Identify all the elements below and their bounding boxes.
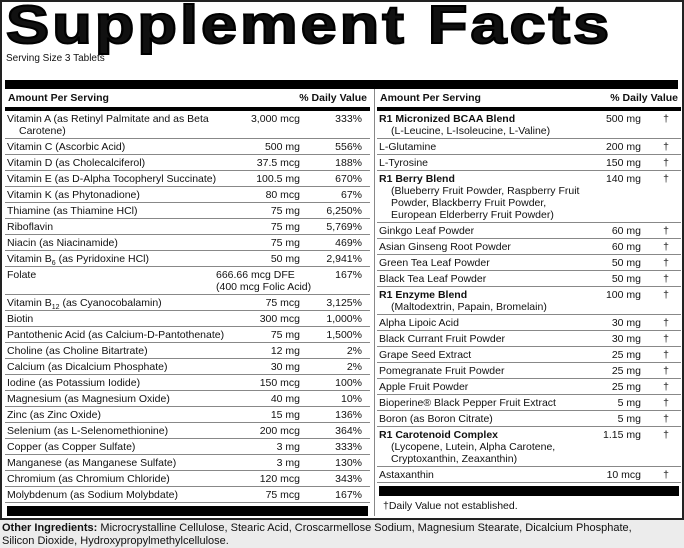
dagger-mark: † [663, 333, 669, 345]
table-row [377, 271, 681, 287]
table-row [377, 255, 681, 271]
table-row [377, 427, 681, 467]
table-row [5, 327, 370, 343]
ingredient-name [379, 349, 589, 361]
ingredient-name [379, 413, 589, 425]
daily-value: 3,125% [326, 297, 362, 309]
ingredient-name [379, 397, 589, 409]
nutrient-name [7, 473, 242, 485]
dagger-mark: † [663, 381, 669, 393]
ingredient-name-text: Bioperine® Black Pepper Fruit Extract [379, 397, 556, 409]
table-row [377, 171, 681, 223]
dv-header: % Daily Value [299, 92, 367, 104]
blend-contents: (Maltodextrin, Papain, Bromelain) [391, 301, 547, 313]
amount: 300 mcg [259, 313, 300, 325]
ingredient-name [379, 289, 589, 313]
amount-line1: 666.66 mcg DFE [216, 269, 295, 281]
table-row [377, 239, 681, 255]
dagger-mark: † [663, 241, 669, 253]
ingredient-name-text: L-Tyrosine [379, 157, 429, 169]
table-row [5, 391, 370, 407]
dagger-mark: † [663, 141, 669, 153]
amount: 50 mg [611, 257, 641, 269]
daily-value: 333% [335, 441, 362, 453]
daily-value: 67% [340, 189, 362, 201]
table-row [377, 395, 681, 411]
ingredient-name [379, 257, 589, 269]
ingredient-name [379, 317, 589, 329]
table-row [5, 111, 370, 139]
nutrient-name [7, 329, 242, 341]
dagger-mark: † [663, 157, 669, 169]
amount: 30 mg [611, 317, 641, 329]
ingredient-name-text: Asian Ginseng Root Powder [379, 241, 511, 253]
amount: 120 mcg [259, 473, 300, 485]
nutrient-name-text: Vitamin C (Ascorbic Acid) [7, 141, 126, 153]
amount: 30 mg [611, 333, 641, 345]
ingredient-name-text: Astaxanthin [379, 469, 434, 481]
ingredient-name [379, 225, 589, 237]
ingredient-name-text: Ginkgo Leaf Powder [379, 225, 475, 237]
ingredient-name-text: Pomegranate Fruit Powder [379, 365, 505, 377]
other-ingredients-line2: Silicon Dioxide, Hydroxypropylmethylcellulose. [2, 535, 229, 547]
subscript: 6 [51, 260, 56, 268]
nutrient-name [7, 157, 242, 169]
nutrient-name-text: Vitamin B [7, 297, 52, 309]
column-header [5, 89, 370, 111]
nutrient-name [7, 221, 242, 233]
amount: 75 mg [270, 237, 300, 249]
nutrient-name [7, 205, 242, 217]
nutrient-name-text: Vitamin D (as Cholecalciferol) [7, 157, 146, 169]
nutrient-name [7, 189, 242, 201]
nutrient-name-text: Selenium (as L-Selenomethionine) [7, 425, 169, 437]
other-ingredients-text: Microcrystalline Cellulose, Stearic Acid, Croscarmellose Sodium, Magnesium Stearate, Dicalcium Phosphate, [97, 522, 632, 534]
daily-value: 2% [346, 361, 362, 373]
ingredient-name [379, 365, 589, 377]
amount: 75 mg [270, 329, 300, 341]
amount: 80 mcg [265, 189, 300, 201]
daily-value: 5,769% [326, 221, 362, 233]
nutrient-name [7, 425, 242, 437]
divider-bar [379, 486, 679, 496]
ingredient-name-text: R1 Micronized BCAA Blend [379, 113, 516, 125]
daily-value: 1,500% [326, 329, 362, 341]
table-row [5, 471, 370, 487]
dagger-mark: † [663, 257, 669, 269]
table-row [5, 155, 370, 171]
amount: 75 mg [270, 205, 300, 217]
blend-contents: (Blueberry Fruit Powder, Raspberry Fruit Powder, Blackberry Fruit Powder, European Elderberry Fruit Powder) [391, 185, 580, 221]
nutrient-name-text: Iodine (as Potassium Iodide) [7, 377, 141, 389]
amount: 50 mg [270, 253, 300, 265]
amount-line2: (400 mcg Folic Acid) [216, 281, 312, 293]
ingredient-name-text: R1 Enzyme Blend [379, 289, 468, 301]
amount [216, 269, 326, 293]
amount: 40 mg [270, 393, 300, 405]
table-row [377, 139, 681, 155]
dagger-mark: † [663, 273, 669, 285]
ingredient-name [379, 173, 589, 221]
nutrient-name [7, 237, 242, 249]
table-row [5, 423, 370, 439]
nutrient-name-text: Copper (as Copper Sulfate) [7, 441, 136, 453]
nutrient-name-text: Riboflavin [7, 221, 54, 233]
nutrient-name-text: Molybdenum (as Sodium Molybdate) [7, 489, 178, 501]
daily-value: 333% [335, 113, 362, 125]
nutrient-name-text: Vitamin E (as D-Alpha Tocopheryl Succinate) [7, 173, 217, 185]
daily-value: 2% [346, 345, 362, 357]
table-row [5, 203, 370, 219]
nutrient-name [7, 141, 242, 153]
table-row [5, 171, 370, 187]
subscript: 12 [51, 304, 60, 312]
amount: 10 mcg [606, 469, 641, 481]
nutrient-name-text: Vitamin B [7, 253, 52, 265]
ingredient-name [379, 157, 589, 169]
ingredient-name [379, 333, 589, 345]
ingredient-name-text: Green Tea Leaf Powder [379, 257, 490, 269]
table-row [5, 139, 370, 155]
daily-value: 6,250% [326, 205, 362, 217]
column-header [377, 89, 681, 111]
amount: 5 mg [617, 397, 641, 409]
ingredient-name-text: Boron (as Boron Citrate) [379, 413, 493, 425]
amount: 75 mcg [265, 489, 300, 501]
amount: 200 mcg [259, 425, 300, 437]
table-row [377, 155, 681, 171]
dagger-mark: † [663, 113, 669, 125]
amount: 75 mg [270, 221, 300, 233]
ingredient-name [379, 381, 589, 393]
nutrient-name-text: Vitamin K (as Phytonadione) [7, 189, 140, 201]
amount: 3 mg [276, 441, 300, 453]
blend-contents: (L-Leucine, L-Isoleucine, L-Valine) [391, 125, 551, 137]
nutrient-name [7, 269, 216, 293]
footnote: †Daily Value not established. [383, 500, 518, 512]
nutrient-name-text: Magnesium (as Magnesium Oxide) [7, 393, 170, 405]
amount: 5 mg [617, 413, 641, 425]
other-ingredients [2, 522, 632, 548]
table-row [5, 343, 370, 359]
table-row [5, 219, 370, 235]
amount: 30 mg [270, 361, 300, 373]
daily-value: 364% [335, 425, 362, 437]
dagger-mark: † [663, 289, 669, 301]
amount: 200 mg [605, 141, 641, 153]
nutrient-name [7, 393, 242, 405]
table-row [377, 347, 681, 363]
daily-value: 1,000% [326, 313, 362, 325]
amount: 60 mg [611, 225, 641, 237]
nutrient-name-text: Niacin (as Niacinamide) [7, 237, 118, 249]
table-row [5, 439, 370, 455]
nutrient-name-continued: Carotene) [19, 125, 66, 137]
nutrient-name-rest: (as Cyanocobalamin) [59, 297, 162, 309]
nutrient-name [7, 173, 242, 185]
table-row [377, 411, 681, 427]
amount: 25 mg [611, 365, 641, 377]
nutrient-name [7, 377, 242, 389]
left-rows [5, 111, 370, 503]
blend-contents: (Lycopene, Lutein, Alpha Carotene, Cryptoxanthin, Zeaxanthin) [391, 441, 556, 465]
amount: 1.15 mg [603, 429, 641, 441]
left-column [5, 89, 370, 516]
dv-header: % Daily Value [610, 92, 678, 104]
dagger-mark: † [663, 317, 669, 329]
daily-value: 100% [335, 377, 362, 389]
amount: 500 mg [605, 113, 641, 125]
table-row [377, 315, 681, 331]
divider-bar [7, 506, 368, 516]
nutrient-name-text: Biotin [7, 313, 34, 325]
dagger-mark: † [663, 349, 669, 361]
table-row [377, 111, 681, 139]
ingredient-name [379, 141, 589, 153]
table-row [5, 251, 370, 267]
dagger-mark: † [663, 365, 669, 377]
amount-header: Amount Per Serving [8, 92, 109, 104]
ingredient-name-text: Apple Fruit Powder [379, 381, 469, 393]
daily-value: 167% [335, 489, 362, 501]
table-row [377, 467, 681, 483]
daily-value: 2,941% [326, 253, 362, 265]
ingredient-name-text: Black Tea Leaf Powder [379, 273, 487, 285]
table-row [5, 267, 370, 295]
amount: 75 mcg [265, 297, 300, 309]
table-row [5, 295, 370, 311]
nutrient-name-text: Folate [7, 269, 37, 281]
table-row [377, 223, 681, 239]
daily-value: 188% [335, 157, 362, 169]
table-row [5, 187, 370, 203]
table-row [5, 455, 370, 471]
table-row [5, 375, 370, 391]
nutrient-name [7, 253, 242, 268]
daily-value: 167% [335, 269, 362, 281]
right-column [374, 89, 681, 516]
dagger-mark: † [663, 413, 669, 425]
nutrient-name-text: Calcium (as Dicalcium Phosphate) [7, 361, 168, 373]
nutrient-name [7, 409, 242, 421]
amount: 50 mg [611, 273, 641, 285]
dagger-mark: † [663, 397, 669, 409]
table-row [377, 363, 681, 379]
amount: 100.5 mg [256, 173, 300, 185]
table-row [377, 331, 681, 347]
table-row [5, 407, 370, 423]
ingredient-name [379, 241, 589, 253]
nutrient-name [7, 457, 242, 469]
serving-size: Serving Size 3 Tablets [6, 53, 105, 64]
amount: 60 mg [611, 241, 641, 253]
dagger-mark: † [663, 469, 669, 481]
nutrient-name [7, 297, 242, 312]
amount: 140 mg [605, 173, 641, 185]
ingredient-name [379, 429, 589, 465]
ingredient-name [379, 469, 589, 481]
divider-bar [5, 80, 678, 89]
nutrient-name [7, 113, 242, 137]
daily-value: 469% [335, 237, 362, 249]
nutrient-name-text: Pantothenic Acid (as Calcium-D-Pantothenate) [7, 329, 225, 341]
amount: 150 mg [605, 157, 641, 169]
nutrient-name-text: Zinc (as Zinc Oxide) [7, 409, 101, 421]
table-row [5, 235, 370, 251]
nutrient-name-text: Chromium (as Chromium Chloride) [7, 473, 170, 485]
ingredient-name-text: R1 Berry Blend [379, 173, 455, 185]
amount: 12 mg [270, 345, 300, 357]
table-row [377, 287, 681, 315]
table-row [5, 359, 370, 375]
daily-value: 10% [340, 393, 362, 405]
amount: 100 mg [605, 289, 641, 301]
amount-header: Amount Per Serving [380, 92, 481, 104]
ingredient-name-text: L-Glutamine [379, 141, 437, 153]
nutrient-name-text: Choline (as Choline Bitartrate) [7, 345, 148, 357]
amount: 3,000 mcg [250, 113, 300, 125]
daily-value: 670% [335, 173, 362, 185]
dagger-mark: † [663, 173, 669, 185]
ingredient-name [379, 273, 589, 285]
daily-value: 343% [335, 473, 362, 485]
label-title: Supplement Facts [6, 0, 613, 55]
daily-value: 556% [335, 141, 362, 153]
nutrient-name-text: Vitamin A (as Retinyl Palmitate and as Beta [7, 113, 209, 125]
nutrient-name-rest: (as Pyridoxine HCl) [55, 253, 150, 265]
nutrient-name [7, 441, 242, 453]
amount: 25 mg [611, 349, 641, 361]
dagger-mark: † [663, 429, 669, 441]
nutrient-name [7, 489, 242, 501]
amount: 15 mg [270, 409, 300, 421]
amount: 37.5 mcg [256, 157, 300, 169]
ingredient-name-text: Black Currant Fruit Powder [379, 333, 506, 345]
table-row [5, 311, 370, 327]
right-rows [377, 111, 681, 483]
dagger-mark: † [663, 225, 669, 237]
amount: 3 mg [276, 457, 300, 469]
ingredient-name-text: Alpha Lipoic Acid [379, 317, 459, 329]
amount: 150 mcg [259, 377, 300, 389]
table-row [5, 487, 370, 503]
table-row [377, 379, 681, 395]
daily-value: 136% [335, 409, 362, 421]
nutrient-name [7, 345, 242, 357]
daily-value: 130% [335, 457, 362, 469]
other-ingredients-label: Other Ingredients: [2, 522, 98, 534]
amount: 25 mg [611, 381, 641, 393]
ingredient-name-text: Grape Seed Extract [379, 349, 472, 361]
nutrient-name [7, 361, 242, 373]
ingredient-name [379, 113, 589, 137]
nutrient-name [7, 313, 242, 325]
nutrient-name-text: Manganese (as Manganese Sulfate) [7, 457, 177, 469]
nutrient-name-text: Thiamine (as Thiamine HCl) [7, 205, 138, 217]
ingredient-name-text: R1 Carotenoid Complex [379, 429, 499, 441]
amount: 500 mg [264, 141, 300, 153]
